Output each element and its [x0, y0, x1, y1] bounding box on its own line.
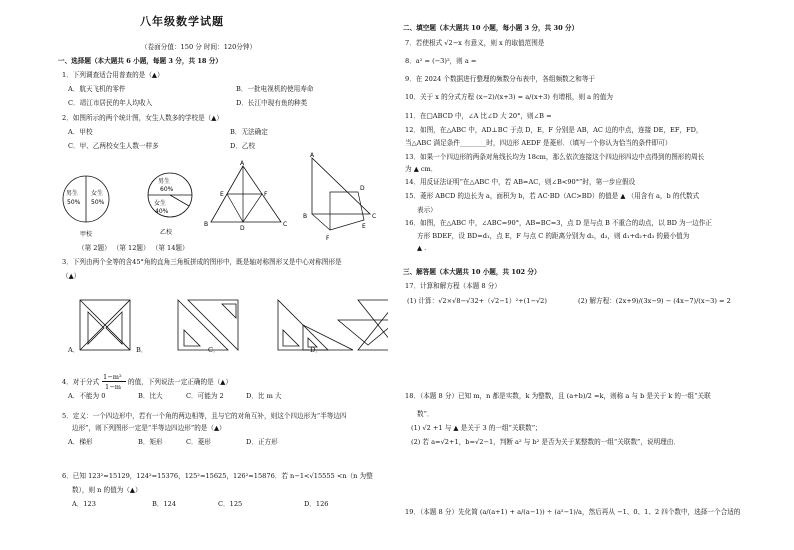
fig14-square — [300, 152, 390, 244]
q4-option-a: A．不能为 0 — [68, 392, 106, 400]
q2-pie-charts — [58, 153, 208, 248]
svg-text:B: B — [303, 213, 308, 220]
q1-option-d: D．长江中现有鱼的种类 — [236, 99, 308, 107]
q19-line1: 19．（本题 8 分）先化简 (a/(a+1) + a/(a−1)) ÷ (a²−1)/a，然后再从 −1、0、1、2 四个数中，选择一个合适的 — [405, 508, 741, 516]
q5-option-c: C．菱形 — [186, 438, 211, 446]
q3-options-figures — [68, 290, 388, 360]
fill-16-line2: 方形 BDEF，设 BD=d₁，点 E，F 与点 C 的距离分别为 d₂，d₃，则 d₁+d₂+d₃ 的最小值为 — [417, 232, 690, 240]
q1-option-a: A．航天飞机的零件 — [68, 85, 126, 93]
q4-stem-post: 的值，下列说法一定正确的是（▲） — [128, 378, 232, 386]
svg-text:F: F — [264, 191, 268, 198]
q3-stem: 3．下列由两个全等的含45°角的直角三角板拼成的图形中，既是轴对称图形又是中心对称图形是 — [62, 258, 342, 266]
q2-stem: 2．如图所示的两个统计图，女生人数多的学校是（▲） — [62, 114, 223, 122]
fill-10: 10．关于 x 的分式方程 (x−2)/(x+3) = a/(x+3) 有增根，则 a 的值为 — [405, 93, 613, 101]
svg-text:F: F — [326, 235, 330, 242]
q2-option-a: A．甲校 — [68, 128, 93, 136]
q1-stem: 1．下列调查适合用普查的是（▲） — [62, 71, 164, 79]
svg-text:D: D — [360, 185, 365, 192]
yi-girl-pct: 40% — [155, 208, 169, 215]
svg-text:A: A — [310, 152, 315, 159]
q6-line1: 6．已知 123²=15129，124²=15376，125²=15625，126²=15876．若 n−1<√15555 <n（n 为整 — [62, 472, 373, 480]
fill-16-line1: 16．如图，在△ABC 中，∠ABC=90°，AB=BC=3，点 D 是与点 B 不重合的动点，以 BD 为一边作正 — [405, 219, 712, 227]
q18-part1: (1) √2 +1 与 ▲ 是关于 3 的一组“关联数”； — [411, 424, 542, 432]
fill-16-line3: ▲ . — [417, 244, 427, 252]
q6-option-b: B．124 — [152, 500, 177, 508]
q6-option-a: A．123 — [72, 500, 96, 508]
q17-part2: (2) 解方程：(2x+9)/(3x−9) − (4x−7)/(x−3) = 2 — [578, 297, 731, 305]
fill-9: 9．在 2024 个数据进行整理的频数分布表中，各组频数之和等于 — [405, 75, 596, 83]
q4-option-d: D．比 m 大 — [246, 392, 282, 400]
q4-fraction-den: 1−m — [105, 383, 121, 391]
section-3-heading: 三、解答题（本大题共 10 小题，共 102 分） — [403, 268, 541, 276]
exam-meta: （卷面分值：150 分 时间：120分钟） — [141, 43, 257, 51]
fig12-triangle — [201, 158, 291, 230]
fill-15-line2: 表示） — [417, 206, 437, 214]
q4-option-c: C．可能为 2 — [186, 392, 224, 400]
q4-option-b: B．比大 — [138, 392, 163, 400]
jia-boy-pct: 50% — [67, 199, 81, 206]
jia-girl-label: 女生 — [91, 190, 104, 197]
q3-option-b: B． — [136, 346, 148, 354]
q3-stem-answer: （▲） — [62, 272, 81, 280]
svg-text:C: C — [283, 221, 288, 228]
yi-boy-label: 男生 — [158, 178, 171, 185]
q5-option-d: D．正方形 — [246, 438, 278, 446]
q18-line1: 18．（本题 8 分）已知 m，n 都是实数，k 为整数，且 (a+b)/2 =k，则称 a 与 b 是关于 k 的一组“关联 — [405, 392, 711, 400]
q3-option-d: D． — [310, 346, 322, 354]
q17-head: 17．计算和解方程（本题 8 分） — [405, 282, 501, 290]
fill-8: 8．a² = (−3)²，则 a = — [405, 57, 477, 65]
jia-school-label: 甲校 — [80, 231, 93, 238]
svg-text:C: C — [372, 213, 377, 220]
page-title: 八年级数学试题 — [140, 15, 224, 28]
q4-fraction-bar — [102, 381, 126, 382]
fill-15-line1: 15．菱形 ABCD 的边长为 a，面积为 b，若 AC·BD（AC>BD）的值是 ▲ （用含有 a，b 的代数式 — [405, 192, 700, 200]
q6-line2: 数），则 n 的值为（▲） — [72, 486, 142, 494]
q3-option-a: A． — [68, 346, 80, 354]
svg-text:E: E — [220, 191, 224, 198]
fill-7: 7．若使根式 √2−x 有意义，则 x 的取值范围是 — [405, 39, 545, 47]
section-2-heading: 二、填空题（本大题共 10 小题，每小题 3 分，共 30 分） — [403, 24, 579, 32]
fill-14: 14．用反证法证明“在△ABC 中，若 AB=AC，则∠B<90°”时，第一步应假设 — [405, 178, 636, 186]
fill-13-line2: 为 ▲ cm． — [405, 165, 438, 173]
jia-girl-pct: 50% — [91, 199, 105, 206]
svg-text:E: E — [362, 223, 366, 230]
q4-stem-pre: 4．对于分式 — [62, 378, 100, 386]
svg-text:B: B — [204, 221, 209, 228]
figure-captions: （第 2题） （第 12题） （第 14题） — [78, 244, 189, 252]
fill-13-line1: 13．如果一个四边形的两条对角线长均为 18cm，那么依次连接这个四边形四边中点得到的图形的周长 — [405, 153, 705, 161]
q18-part2: (2) 若 a=√2+1，b=√2−1，判断 a² 与 b² 是否为关于某整数的一组“关联数”，说明理由． — [411, 438, 680, 446]
q5-option-b: B．矩形 — [138, 438, 163, 446]
fill-12-line2: 当△ABC 满足条件________时，四边形 AEDF 是菱形．（填写一个你认为恰当的条件即可） — [405, 139, 672, 147]
q4-fraction-num: 1−m² — [103, 373, 122, 381]
q5-line2: 边形”，则下列图形一定是“半等边四边形”的是（▲） — [72, 424, 226, 432]
q6-option-d: D．126 — [304, 500, 329, 508]
svg-text:D: D — [240, 225, 245, 230]
q6-option-c: C．125 — [218, 500, 243, 508]
yi-boy-pct: 60% — [160, 186, 174, 193]
jia-boy-label: 男生 — [66, 190, 79, 197]
fill-11: 11．在□ABCD 中，∠A 比∠D 大 20°，则∠B = — [405, 112, 552, 120]
section-1-heading: 一、选择题（本大题共 6 小题，每题 3 分，共 18 分） — [58, 57, 222, 65]
q17-part1: (1) 计算：√2×√8−√32+（√2−1）²+(1−√2) — [407, 297, 547, 305]
q2-option-d: D．乙校 — [230, 142, 256, 150]
q2-option-c: C．甲、乙两校女生人数一样多 — [68, 142, 159, 150]
svg-text:A: A — [240, 160, 245, 167]
q2-option-b: B．无法确定 — [230, 128, 268, 136]
q1-option-c: C．靖江市居民的年人均收入 — [68, 99, 153, 107]
yi-school-label: 乙校 — [160, 229, 173, 236]
fill-12-line1: 12．如图，在△ABC 中，AD⊥BC 于点 D，E，F 分别是 AB，AC 边的中点，连接 DE，EF，FD， — [405, 126, 703, 134]
q5-option-a: A．梯形 — [68, 438, 93, 446]
yi-girl-label: 女生 — [154, 200, 167, 207]
q18-line2: 数”． — [417, 410, 434, 418]
q3-option-c: C． — [208, 346, 220, 354]
q1-option-b: B．一批电视机的使用寿命 — [236, 85, 314, 93]
q5-line1: 5．定义：一个四边形中，若有一个角的两边相等，且与它的对角互补，则这个四边形为“半等边四 — [62, 412, 347, 420]
